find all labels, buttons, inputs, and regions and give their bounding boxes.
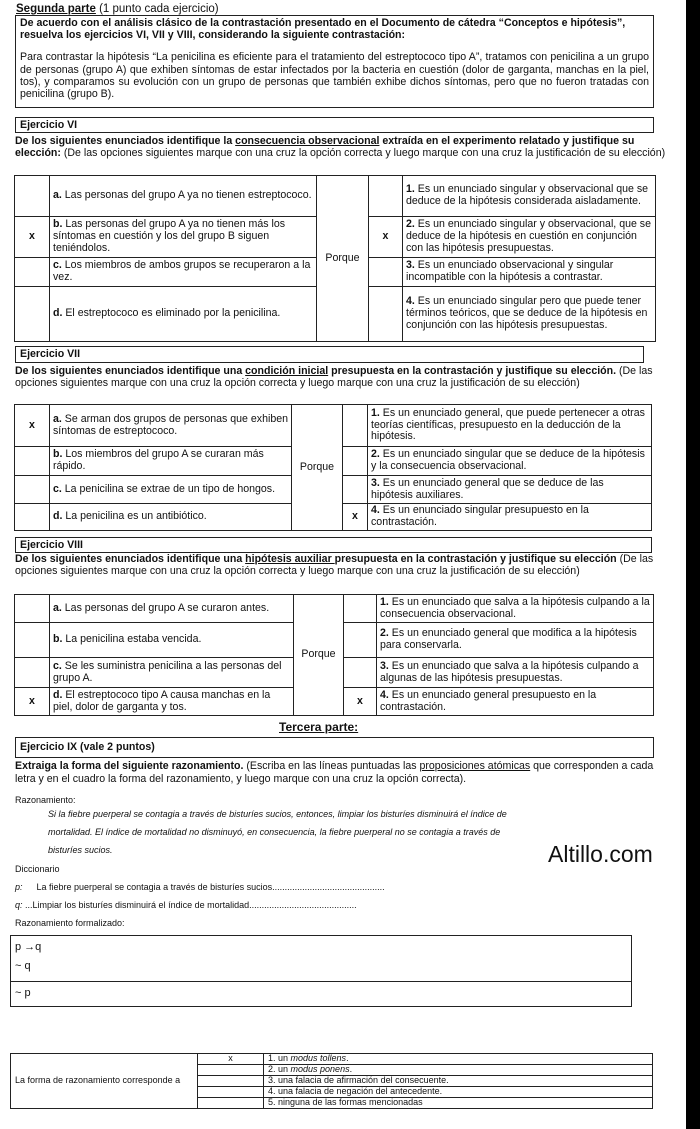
- ex8-mark-b[interactable]: [15, 623, 50, 658]
- ex8-title: Ejercicio VIII: [15, 537, 652, 553]
- ex7-q-underlined: condición inicial: [245, 365, 329, 377]
- ex6-mark-1[interactable]: [369, 176, 403, 217]
- forma-option-1: 1. un modus tollens.: [264, 1054, 653, 1065]
- ex6-mark-a[interactable]: [15, 176, 50, 217]
- ex7-reason-3: 3. Es un enunciado general que se deduce de las hipótesis auxiliares.: [368, 476, 652, 504]
- ex7-mark-2[interactable]: [343, 447, 368, 476]
- ex7-option-c: c. La penicilina se extrae de un tipo de hongos.: [50, 476, 292, 504]
- dict-q-text[interactable]: ...Limpiar los bisturíes disminuirá el índice de mortalidad...........................................: [22, 900, 357, 910]
- ex8-porque: Porque: [294, 595, 344, 716]
- ex6-reason-2: 2. Es un enunciado singular y observacional, que se deduce de la hipótesis en cuestión en conjunción con las hipótesis presupuestas.: [403, 217, 656, 258]
- ex9-q-bold: Extraiga la forma del siguiente razonamiento.: [15, 760, 244, 772]
- right-edge-bar: [686, 0, 700, 1129]
- dict-q-letter: q:: [15, 900, 23, 910]
- ex6-mark-c[interactable]: [15, 258, 50, 287]
- forma-option-4: 4. una falacia de negación del antecedente.: [264, 1087, 653, 1098]
- premise-2: ~ q: [15, 960, 31, 972]
- ex8-q-underlined: hipótesis auxiliar: [245, 553, 335, 565]
- ex6-q-instructions: (De las opciones siguientes marque con una cruz la opción correcta y luego marque con una cruz la justificación de su elección): [60, 147, 666, 160]
- forma-table: [10, 1053, 653, 1109]
- ex7-option-a: a. Se arman dos grupos de personas que exhiben síntomas de estreptococo.: [50, 405, 292, 447]
- formalized-box[interactable]: [10, 935, 632, 1007]
- ex8-option-a: a. Las personas del grupo A se curaron antes.: [50, 595, 294, 623]
- ex8-option-d: d. El estreptococo tipo A causa manchas en la piel, dolor de garganta y tos.: [50, 688, 294, 716]
- ex8-option-b: b. La penicilina estaba vencida.: [50, 623, 294, 658]
- ex6-reason-1: 1. Es un enunciado singular y observacional que se deduce de la hipótesis considerada aisladamente.: [403, 176, 656, 217]
- razonamiento-line-2: mortalidad. El índice de mortalidad no disminuyó, en consecuencia, la fiebre puerperal no se contagia a través de: [48, 827, 501, 837]
- ex7-mark-3[interactable]: [343, 476, 368, 504]
- razonamiento-line-3: bisturíes sucios.: [48, 845, 113, 855]
- dict-p-line: [15, 882, 385, 892]
- razonamiento-line-1: Si la fiebre puerperal se contagia a través de bisturíes sucios, entonces, limpiar los bisturíes disminuirá el índice de: [48, 809, 507, 819]
- diccionario-label: Diccionario: [15, 864, 60, 874]
- ex8-q-post: presupuesta en la contrastación y justifique su elección: [334, 553, 617, 565]
- ex6-porque: Porque: [317, 176, 369, 342]
- ex6-question: [15, 135, 669, 159]
- razonamiento-label: Razonamiento:: [15, 795, 76, 805]
- forma-option-3: 3. una falacia de afirmación del consecuente.: [264, 1076, 653, 1087]
- ex8-option-c: c. Se les suministra penicilina a las personas del grupo A.: [50, 658, 294, 688]
- ex7-title: Ejercicio VII: [15, 346, 644, 363]
- ex8-mark-1[interactable]: [344, 595, 377, 623]
- ex7-reason-2: 2. Es un enunciado singular que se deduce de la hipótesis y la consecuencia observacional.: [368, 447, 652, 476]
- formalizado-label: Razonamiento formalizado:: [15, 918, 125, 928]
- ex9-title: Ejercicio IX (vale 2 puntos): [15, 737, 654, 758]
- ex7-mark-4[interactable]: x: [343, 504, 368, 531]
- dict-p-text[interactable]: La fiebre puerperal se contagia a través de bisturíes sucios.............................................: [36, 882, 385, 892]
- section2-intro-bold: De acuerdo con el análisis clásico de la contrastación presentado en el Documento de cátedra “Conceptos e hipótesis”, resuelva los ejercicios VI, VII y VIII, considerando la siguiente contrastación:: [20, 17, 626, 42]
- watermark-logo: Altillo.com: [548, 841, 653, 867]
- ex6-mark-2[interactable]: x: [369, 217, 403, 258]
- ex6-option-b: b. Las personas del grupo A ya no tienen más los síntomas en cuestión y los del grupo B siguen teniéndolos.: [50, 217, 317, 258]
- ex7-q-pre: De los siguientes enunciados identifique una: [15, 365, 246, 377]
- ex8-reason-1: 1. Es un enunciado que salva a la hipótesis culpando a la consecuencia observacional.: [377, 595, 654, 623]
- ex6-mark-4[interactable]: [369, 287, 403, 342]
- forma-mark-3[interactable]: [198, 1076, 264, 1087]
- dict-p-letter: p:: [15, 882, 23, 892]
- forma-option-2: 2. un modus ponens.: [264, 1065, 653, 1076]
- forma-option-5: 5. ninguna de las formas mencionadas: [264, 1098, 653, 1109]
- ex7-question: [15, 365, 655, 389]
- ex8-mark-c[interactable]: [15, 658, 50, 688]
- ex8-mark-3[interactable]: [344, 658, 377, 688]
- ex7-q-post: presupuesta en la contrastación y justifique su elección.: [328, 365, 617, 377]
- forma-mark-2[interactable]: [198, 1065, 264, 1076]
- premise-1: p →q: [15, 941, 42, 953]
- ex8-table: [14, 594, 654, 716]
- section2-title: Segunda parte: [16, 3, 96, 15]
- ex8-reason-4: 4. Es un enunciado general presupuesto en la contrastación.: [377, 688, 654, 716]
- section2-subtitle: (1 punto cada ejercicio): [99, 3, 219, 15]
- conclusion-divider: [11, 981, 631, 982]
- ex6-mark-d[interactable]: [15, 287, 50, 342]
- ex7-porque: Porque: [292, 405, 343, 531]
- forma-mark-5[interactable]: [198, 1098, 264, 1109]
- ex9-q-post: que corresponden a cada letra y en el cuadro la forma del razonamiento, y luego marque con una cruz la opción correcta).: [15, 760, 654, 785]
- ex7-q-instructions: (De las opciones siguientes marque con una cruz la opción correcta y luego marque con una cruz la justificación de su elección): [15, 365, 653, 390]
- ex6-title: Ejercicio VI: [15, 117, 654, 133]
- ex6-q-post: extraída en el experimento relatado y justifique su elección:: [15, 135, 635, 160]
- ex8-mark-4[interactable]: x: [344, 688, 377, 716]
- ex8-mark-d[interactable]: x: [15, 688, 50, 716]
- ex8-q-pre: De los siguientes enunciados identifique una: [15, 553, 246, 565]
- ex7-mark-c[interactable]: [15, 476, 50, 504]
- ex9-question: [15, 760, 675, 785]
- ex7-option-b: b. Los miembros del grupo A se curaran más rápido.: [50, 447, 292, 476]
- ex7-reason-1: 1. Es un enunciado general, que puede pertenecer a otras teorías científicas, presupuesto en la deducción de la hipótesis.: [368, 405, 652, 447]
- section2-intro-box: [15, 15, 654, 108]
- section3-title: Tercera parte:: [279, 720, 359, 734]
- ex6-mark-b[interactable]: x: [15, 217, 50, 258]
- ex6-q-underlined: consecuencia observacional: [235, 135, 380, 147]
- ex8-reason-2: 2. Es un enunciado general que modifica a la hipótesis para conservarla.: [377, 623, 654, 658]
- ex7-reason-4: 4. Es un enunciado singular presupuesto en la contrastación.: [368, 504, 652, 531]
- ex6-reason-4: 4. Es un enunciado singular pero que puede tener términos teóricos, que se deduce de la hipótesis en conjunción con las hipótesis presupuestas.: [403, 287, 656, 342]
- ex6-option-a: a. Las personas del grupo A ya no tienen estreptococo.: [50, 176, 317, 217]
- forma-label: La forma de razonamiento corresponde a: [11, 1054, 198, 1109]
- ex7-table: [14, 404, 652, 531]
- conclusion: ~ p: [15, 987, 31, 999]
- ex7-mark-d[interactable]: [15, 504, 50, 531]
- section2-intro-text: Para contrastar la hipótesis “La penicilina es eficiente para el tratamiento del estreptococo tipo A”, tratamos con penicilina a un grupo de personas (grupo A) que exhiben síntomas de estar infectados por la bacteria en cuestión (dolor de garganta, manchas en la piel, tos), y comparamos su evolución con un grupo de personas que también exhibe dichos síntomas, pero que no fueron tratadas con penicilina (grupo B).: [20, 51, 649, 100]
- ex6-q-pre: De los siguientes enunciados identifique la: [15, 135, 236, 147]
- forma-mark-1[interactable]: x: [198, 1054, 264, 1065]
- ex7-mark-a[interactable]: x: [15, 405, 50, 447]
- ex6-option-d: d. El estreptococo es eliminado por la penicilina.: [50, 287, 317, 342]
- ex6-table: [14, 175, 656, 342]
- ex9-q-pre: (Escriba en las líneas puntuadas las: [243, 760, 420, 772]
- ex8-reason-3: 3. Es un enunciado que salva a la hipótesis culpando a algunas de las hipótesis presupuestas.: [377, 658, 654, 688]
- ex8-q-instructions: (De las opciones siguientes marque con una cruz la opción correcta y luego marque con una cruz la justificación de su elección): [15, 553, 654, 578]
- ex7-option-d: d. La penicilina es un antibiótico.: [50, 504, 292, 531]
- ex7-mark-1[interactable]: [343, 405, 368, 447]
- ex8-question: [15, 553, 675, 577]
- ex8-mark-a[interactable]: [15, 595, 50, 623]
- forma-mark-4[interactable]: [198, 1087, 264, 1098]
- dict-q-line: [15, 900, 357, 910]
- ex7-mark-b[interactable]: [15, 447, 50, 476]
- ex9-q-underlined: proposiciones atómicas: [419, 760, 531, 772]
- ex6-option-c: c. Los miembros de ambos grupos se recuperaron a la vez.: [50, 258, 317, 287]
- ex6-mark-3[interactable]: [369, 258, 403, 287]
- ex6-reason-3: 3. Es un enunciado observacional y singular incompatible con la hipótesis a contrastar.: [403, 258, 656, 287]
- ex8-mark-2[interactable]: [344, 623, 377, 658]
